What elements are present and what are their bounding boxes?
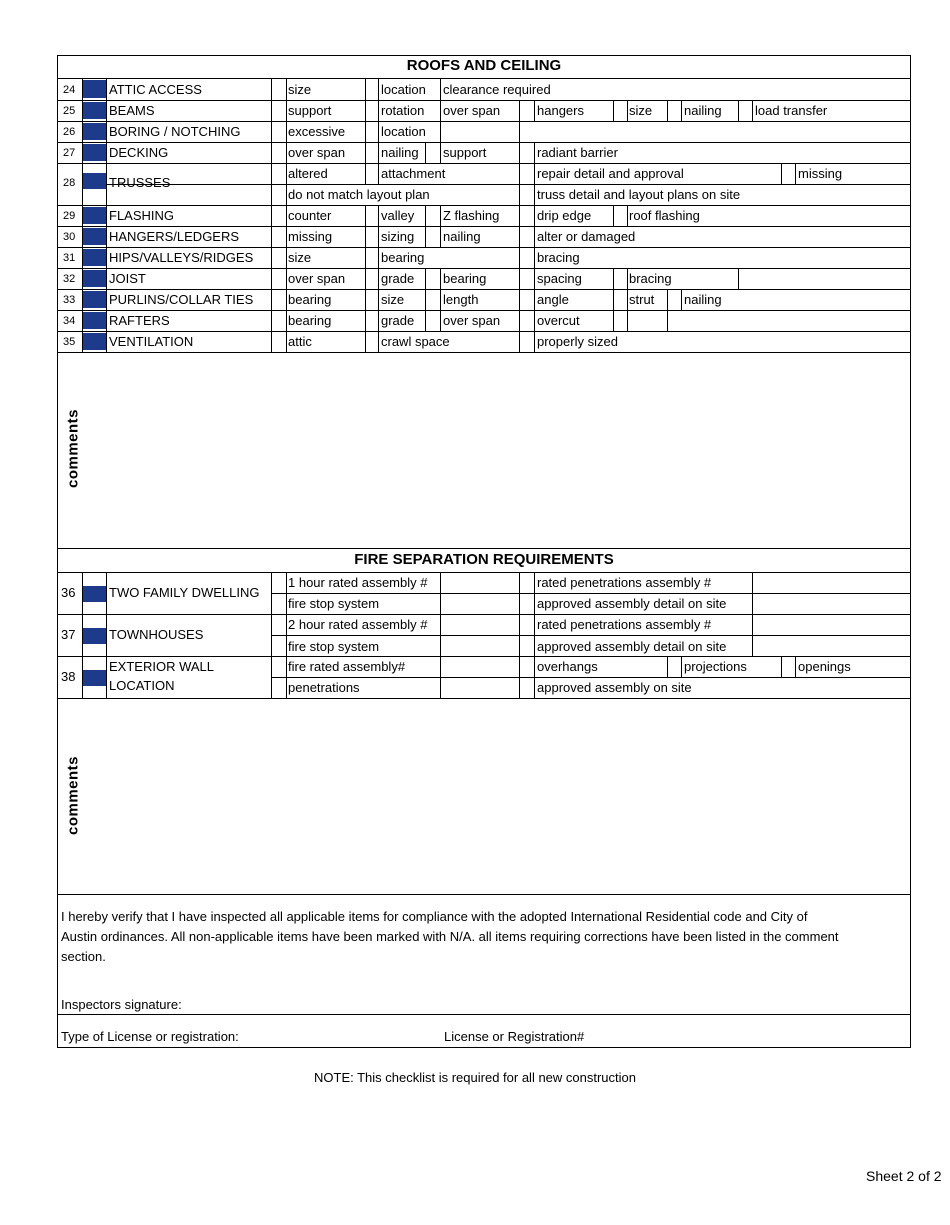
- row-label-beams: BEAMS: [109, 103, 155, 118]
- row-label-decking: DECKING: [109, 145, 169, 160]
- rule-line: [667, 310, 668, 331]
- rule-line: [57, 894, 911, 895]
- cell: support: [288, 103, 332, 118]
- check-box[interactable]: [83, 144, 106, 161]
- cell: bracing: [629, 271, 672, 286]
- rule-line: [534, 184, 535, 205]
- rule-line: [425, 226, 426, 247]
- rule-line: [440, 226, 441, 247]
- rule-line: [627, 268, 628, 289]
- rule-line: [613, 268, 614, 289]
- row-num: 38: [61, 669, 76, 684]
- cell: rotation: [381, 103, 425, 118]
- row-label-flashing: FLASHING: [109, 208, 175, 223]
- rule-line: [365, 163, 366, 184]
- cell: fire stop system: [288, 596, 380, 611]
- rule-line: [271, 677, 911, 678]
- rule-line: [519, 310, 520, 331]
- cell: hangers: [537, 103, 584, 118]
- rule-line: [681, 289, 682, 310]
- rule-line: [519, 226, 520, 247]
- rule-line: [667, 100, 668, 121]
- cell: clearance required: [443, 82, 551, 97]
- license-number-label: License or Registration#: [444, 1029, 585, 1044]
- row-label-rafters: RAFTERS: [109, 313, 170, 328]
- cell: drip edge: [537, 208, 592, 223]
- rule-line: [752, 572, 753, 656]
- cell: truss detail and layout plans on site: [537, 187, 741, 202]
- verify-line-1: I hereby verify that I have inspected all applicable items for compliance with the adopted International Residential code and City of: [61, 909, 808, 924]
- check-box[interactable]: [83, 80, 106, 98]
- cell: location: [381, 82, 426, 97]
- check-box[interactable]: [83, 291, 106, 308]
- row-num: 37: [61, 627, 76, 642]
- rule-line: [57, 247, 911, 248]
- rule-line: [519, 163, 520, 184]
- rule-line: [57, 331, 911, 332]
- cell: Z flashing: [443, 208, 500, 223]
- cell: over span: [443, 103, 501, 118]
- rule-line: [378, 142, 379, 163]
- footer-note: NOTE: This checklist is required for all new construction: [314, 1070, 636, 1085]
- row-label-attic-access: ATTIC ACCESS: [109, 82, 202, 97]
- cell: nailing: [443, 229, 481, 244]
- cell: over span: [288, 145, 346, 160]
- roofs-comments-label: comments: [64, 408, 82, 489]
- rule-line: [57, 614, 911, 615]
- rule-line: [752, 100, 753, 121]
- cell: missing: [288, 229, 333, 244]
- rule-line: [57, 205, 911, 206]
- rule-line: [378, 121, 379, 142]
- rule-line: [57, 572, 911, 573]
- rule-line: [57, 100, 911, 101]
- row-num: 26: [63, 126, 76, 138]
- rule-line: [738, 100, 739, 121]
- cell: altered: [288, 166, 328, 181]
- sheet-number: Sheet 2 of 2: [866, 1168, 942, 1184]
- cell: penetrations: [288, 680, 360, 695]
- cell: crawl space: [381, 334, 450, 349]
- cell: repair detail and approval: [537, 166, 684, 181]
- cell: overhangs: [537, 659, 598, 674]
- rule-line: [57, 310, 911, 311]
- rule-line: [378, 310, 379, 331]
- rule-line: [365, 205, 366, 226]
- rule-line: [795, 656, 796, 677]
- rule-line: [534, 572, 535, 698]
- check-box[interactable]: [83, 207, 106, 224]
- row-label-trusses: TRUSSES: [109, 175, 171, 190]
- cell: size: [288, 250, 312, 265]
- rule-line: [440, 289, 441, 310]
- row-label-boring: BORING / NOTCHING: [109, 124, 241, 139]
- row-num: 35: [63, 336, 76, 348]
- row-num: 24: [63, 84, 76, 96]
- cell: size: [629, 103, 653, 118]
- rule-line: [440, 78, 441, 100]
- rule-line: [534, 205, 535, 226]
- row-label-exterior-wall-2: LOCATION: [109, 678, 175, 693]
- cell: length: [443, 292, 479, 307]
- row-label-purlins: PURLINS/COLLAR TIES: [109, 292, 254, 307]
- cell: approved assembly detail on site: [537, 639, 727, 654]
- rule-line: [106, 78, 107, 352]
- rule-line: [781, 163, 782, 184]
- cell: fire rated assembly#: [288, 659, 406, 674]
- cell: grade: [381, 271, 415, 286]
- cell: 1 hour rated assembly #: [288, 575, 428, 590]
- cell: bearing: [288, 292, 332, 307]
- rule-line: [519, 247, 520, 268]
- rule-line: [519, 142, 520, 163]
- verify-line-3: section.: [61, 949, 106, 964]
- check-box[interactable]: [83, 228, 106, 245]
- rule-line: [613, 100, 614, 121]
- cell: size: [288, 82, 312, 97]
- rule-line: [365, 226, 366, 247]
- cell: properly sized: [537, 334, 618, 349]
- rule-line: [440, 142, 441, 163]
- license-type-label: Type of License or registration:: [61, 1029, 239, 1044]
- rule-line: [425, 205, 426, 226]
- rule-line: [795, 163, 796, 184]
- rule-line: [667, 656, 668, 677]
- rule-line: [271, 572, 272, 698]
- rule-line: [519, 121, 520, 142]
- cell: attachment: [381, 166, 446, 181]
- cell: approved assembly on site: [537, 680, 692, 695]
- rule-line: [106, 184, 911, 185]
- rule-line: [57, 163, 911, 164]
- check-box[interactable]: [83, 586, 106, 602]
- cell: load transfer: [755, 103, 828, 118]
- check-box[interactable]: [83, 270, 106, 287]
- cell: bracing: [537, 250, 580, 265]
- rule-line: [519, 572, 520, 698]
- rule-line: [534, 268, 535, 289]
- rule-line: [627, 100, 628, 121]
- rule-line: [425, 310, 426, 331]
- rule-line: [378, 163, 379, 184]
- check-box[interactable]: [83, 249, 106, 266]
- fire-section-title: FIRE SEPARATION REQUIREMENTS: [354, 551, 614, 568]
- rule-line: [365, 78, 366, 100]
- row-label-joist: JOIST: [109, 271, 146, 286]
- cell: missing: [798, 166, 843, 181]
- rule-line: [378, 268, 379, 289]
- license-number-field[interactable]: [600, 1026, 900, 1046]
- rule-line: [365, 100, 366, 121]
- rule-line: [534, 142, 535, 163]
- row-label-hangers: HANGERS/LEDGERS: [109, 229, 240, 244]
- rule-line: [365, 247, 366, 268]
- cell: fire stop system: [288, 639, 380, 654]
- rule-line: [271, 78, 272, 352]
- rule-line: [271, 593, 911, 594]
- check-box[interactable]: [83, 312, 106, 329]
- rule-line: [440, 268, 441, 289]
- cell: angle: [537, 292, 569, 307]
- rule-line: [534, 100, 535, 121]
- rule-line: [627, 289, 628, 310]
- rule-line: [57, 142, 911, 143]
- rule-line: [534, 247, 535, 268]
- rule-line: [613, 205, 614, 226]
- rule-line: [271, 635, 911, 636]
- check-box[interactable]: [83, 333, 106, 350]
- cell: overcut: [537, 313, 580, 328]
- rule-line: [286, 572, 287, 698]
- cell: radiant barrier: [537, 145, 618, 160]
- rule-line: [519, 289, 520, 310]
- rule-line: [519, 268, 520, 289]
- rule-line: [519, 100, 520, 121]
- cell: nailing: [684, 292, 722, 307]
- rule-line: [519, 184, 520, 205]
- rule-line: [57, 121, 911, 122]
- rule-line: [57, 1014, 911, 1015]
- row-num: 32: [63, 273, 76, 285]
- rule-line: [57, 78, 911, 79]
- cell: bearing: [288, 313, 332, 328]
- rule-line: [57, 352, 911, 353]
- row-label-townhouses: TOWNHOUSES: [109, 627, 204, 642]
- cell: rated penetrations assembly #: [537, 617, 712, 632]
- rule-line: [378, 289, 379, 310]
- rule-line: [57, 289, 911, 290]
- cell: rated penetrations assembly #: [537, 575, 712, 590]
- rule-line: [365, 331, 366, 352]
- license-type-field[interactable]: [260, 1026, 430, 1046]
- cell: bearing: [443, 271, 487, 286]
- cell: approved assembly detail on site: [537, 596, 727, 611]
- cell: spacing: [537, 271, 582, 286]
- fire-comments-label: comments: [64, 755, 82, 836]
- rule-line: [667, 289, 668, 310]
- cell: counter: [288, 208, 332, 223]
- rule-line: [106, 572, 107, 698]
- row-num: 34: [63, 315, 76, 327]
- rule-line: [519, 205, 520, 226]
- rule-line: [681, 656, 682, 677]
- row-label-ventilation: VENTILATION: [109, 334, 194, 349]
- rule-line: [425, 268, 426, 289]
- rule-line: [365, 310, 366, 331]
- cell: nailing: [684, 103, 722, 118]
- rule-line: [365, 142, 366, 163]
- roofs-comments-area[interactable]: [82, 354, 910, 548]
- cell: excessive: [288, 124, 346, 139]
- cell: valley: [381, 208, 415, 223]
- rule-line: [378, 205, 379, 226]
- row-num: 27: [63, 147, 76, 159]
- rule-line: [627, 205, 628, 226]
- verify-line-2: Austin ordinances. All non-applicable items have been marked with N/A. all items requiring corrections have been listed in the comment: [61, 929, 839, 944]
- rule-line: [57, 698, 911, 699]
- rule-line: [681, 100, 682, 121]
- cell: support: [443, 145, 487, 160]
- row-num: 30: [63, 231, 76, 243]
- rule-line: [440, 121, 441, 142]
- rule-line: [440, 100, 441, 121]
- rule-line: [365, 289, 366, 310]
- cell: over span: [443, 313, 501, 328]
- rule-line: [534, 163, 535, 184]
- rule-line: [378, 331, 379, 352]
- fire-comments-area[interactable]: [82, 700, 910, 894]
- cell: nailing: [381, 145, 419, 160]
- row-label-hips: HIPS/VALLEYS/RIDGES: [109, 250, 254, 265]
- rule-line: [365, 121, 366, 142]
- rule-line: [365, 268, 366, 289]
- row-num: 25: [63, 105, 76, 117]
- row-num: 36: [61, 585, 76, 600]
- row-num: 33: [63, 294, 76, 306]
- cell: 2 hour rated assembly #: [288, 617, 428, 632]
- cell: projections: [684, 659, 747, 674]
- rule-line: [57, 268, 911, 269]
- check-box[interactable]: [83, 628, 106, 644]
- cell: location: [381, 124, 426, 139]
- check-box[interactable]: [83, 670, 106, 686]
- rule-line: [534, 310, 535, 331]
- check-box[interactable]: [83, 173, 106, 189]
- rule-line: [519, 331, 520, 352]
- cell: grade: [381, 313, 415, 328]
- rule-line: [440, 310, 441, 331]
- signature-field[interactable]: [200, 994, 900, 1014]
- rule-line: [534, 289, 535, 310]
- rule-line: [738, 268, 739, 289]
- check-box[interactable]: [83, 123, 106, 140]
- rule-line: [534, 226, 535, 247]
- rule-line: [425, 142, 426, 163]
- cell: roof flashing: [629, 208, 700, 223]
- check-box[interactable]: [83, 102, 106, 119]
- row-num: 29: [63, 210, 76, 222]
- cell: openings: [798, 659, 851, 674]
- cell: size: [381, 292, 405, 307]
- rule-line: [378, 226, 379, 247]
- row-label-exterior-wall-1: EXTERIOR WALL: [109, 659, 214, 674]
- rule-line: [440, 572, 441, 698]
- rule-line: [57, 656, 911, 657]
- rule-line: [613, 289, 614, 310]
- rule-line: [627, 310, 628, 331]
- cell: alter or damaged: [537, 229, 636, 244]
- row-num: 28: [63, 177, 76, 189]
- rule-line: [378, 78, 379, 100]
- signature-label: Inspectors signature:: [61, 997, 182, 1012]
- rule-line: [781, 656, 782, 677]
- rule-line: [378, 100, 379, 121]
- cell: attic: [288, 334, 312, 349]
- rule-line: [57, 548, 911, 549]
- rule-line: [378, 247, 379, 268]
- row-num: 31: [63, 252, 76, 264]
- rule-line: [613, 310, 614, 331]
- rule-line: [57, 226, 911, 227]
- rule-line: [440, 205, 441, 226]
- row-label-two-family: TWO FAMILY DWELLING: [109, 585, 260, 600]
- roofs-section-title: ROOFS AND CEILING: [406, 57, 562, 74]
- cell: strut: [629, 292, 655, 307]
- cell: over span: [288, 271, 346, 286]
- rule-line: [425, 289, 426, 310]
- rule-line: [534, 331, 535, 352]
- cell: bearing: [381, 250, 425, 265]
- cell: do not match layout plan: [288, 187, 430, 202]
- cell: sizing: [381, 229, 415, 244]
- rule-line: [286, 78, 287, 352]
